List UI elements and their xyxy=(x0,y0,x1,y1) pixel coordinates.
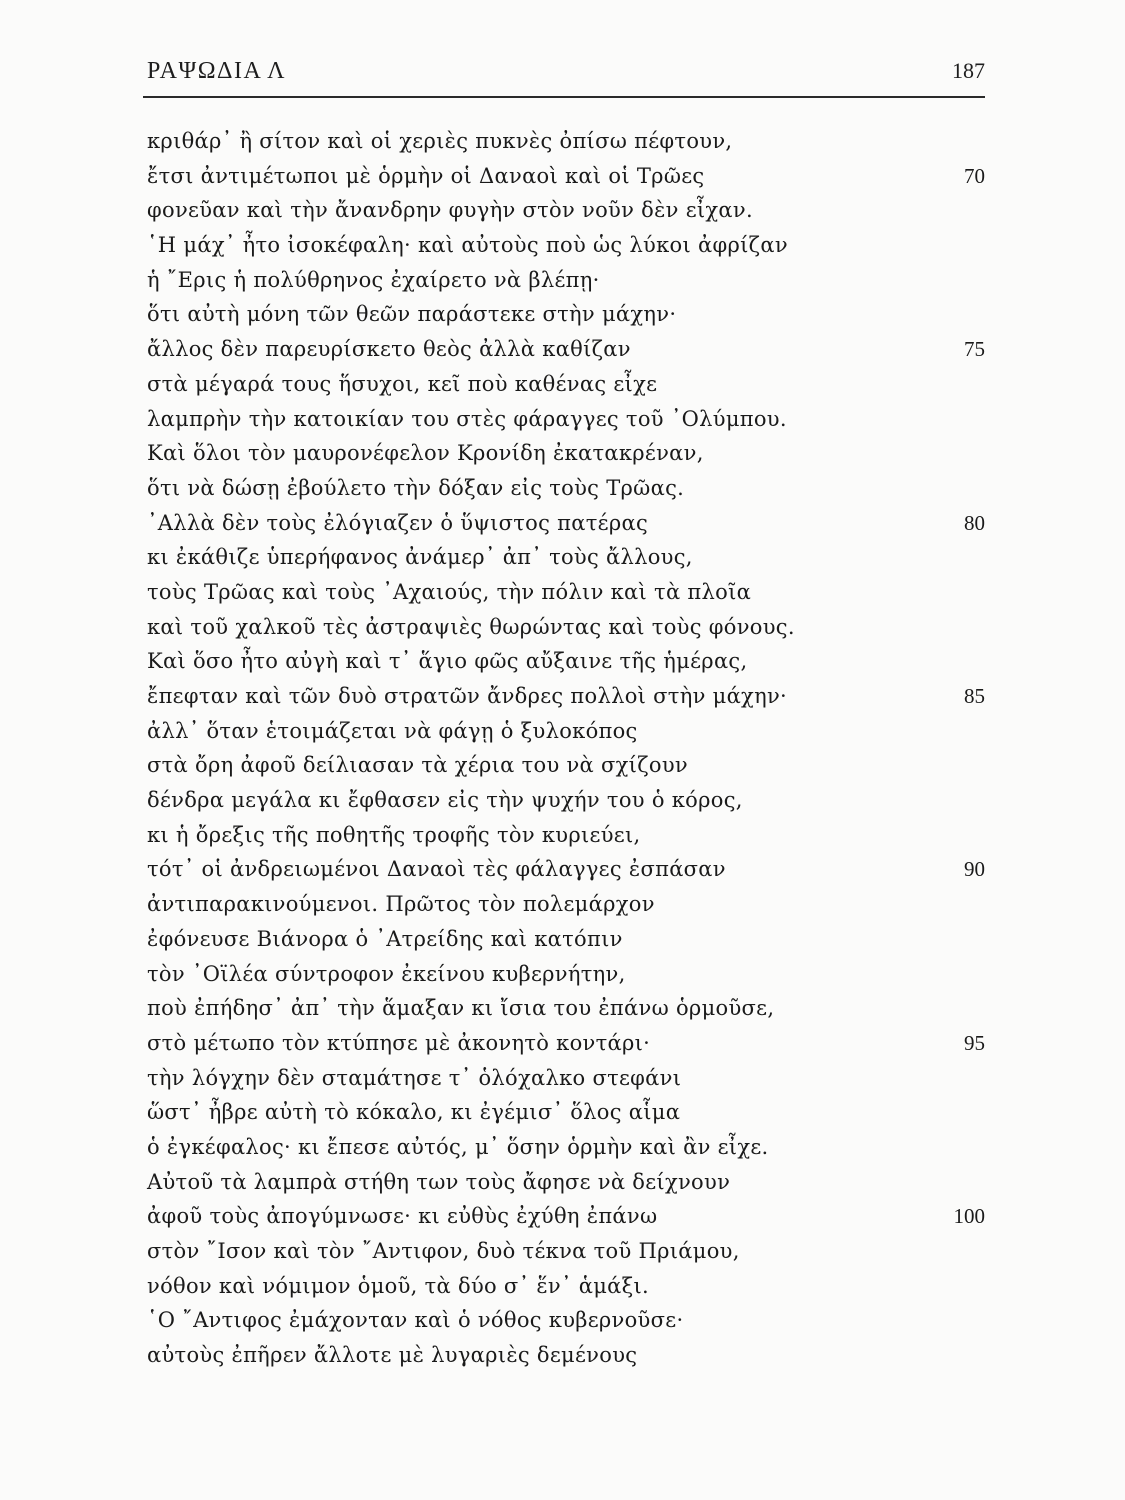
verse-line xyxy=(147,297,985,332)
verse-text: καὶ τοῦ χαλκοῦ τὲς ἀστραψιὲς θωρώντας καὶ τοὺς φόνους. xyxy=(147,614,795,639)
line-number: 85 xyxy=(964,684,985,708)
verse-line xyxy=(147,714,985,749)
line-number: 90 xyxy=(964,857,985,882)
verse-text: ἡ ῎Ερις ἡ πολύθρηνος ἐχαίρετο νὰ βλέπῃ· xyxy=(147,267,600,292)
verse-line xyxy=(147,332,985,367)
running-title: ΡΑΨΩΔΙΑ Λ xyxy=(147,58,287,84)
verse-line xyxy=(147,367,985,402)
verse-line xyxy=(147,263,985,298)
verse-line xyxy=(147,818,985,853)
verse-text: ποὺ ἐπήδησ᾽ ἀπ᾽ τὴν ἅμαξαν κι ἴσια του ἐπάνω ὁρμοῦσε, xyxy=(147,996,775,1021)
verse-text: ὅτι αὐτὴ μόνη τῶν θεῶν παράστεκε στὴν μάχην· xyxy=(147,302,677,327)
header-rule xyxy=(143,96,985,98)
verse-text: ἄλλος δὲν παρευρίσκετο θεὸς ἀλλὰ καθίζαν xyxy=(147,337,631,362)
verse-line xyxy=(147,991,985,1026)
verse-text: ῾Ο ῎Αντιφος ἐμάχονταν καὶ ὁ νόθος κυβερνοῦσε· xyxy=(147,1308,684,1333)
verse-line xyxy=(147,783,985,818)
line-number: 80 xyxy=(964,510,985,535)
verse-line xyxy=(147,1130,985,1165)
verse-text: τοὺς Τρῶας καὶ τοὺς ᾽Αχαιούς, τὴν πόλιν καὶ τὰ πλοῖα xyxy=(147,579,752,604)
verse-text: στὰ ὄρη ἀφοῦ δείλιασαν τὰ χέρια του νὰ σχίζουν xyxy=(147,753,688,778)
verse-line xyxy=(147,228,985,263)
verse-line xyxy=(147,887,985,922)
verse-line xyxy=(147,957,985,992)
verse-line xyxy=(147,159,985,194)
verse-line xyxy=(147,402,985,437)
verse-text: κι ἡ ὄρεξις τῆς ποθητῆς τροφῆς τὸν κυριεύει, xyxy=(147,822,641,847)
verse-text: κριθάρ᾽ ἢ σίτον καὶ οἱ χεριὲς πυκνὲς ὀπίσω πέφτουν, xyxy=(147,129,733,153)
verse-line xyxy=(147,1061,985,1096)
verse-line xyxy=(147,506,985,541)
verse-text: ἀλλ᾽ ὅταν ἑτοιμάζεται νὰ φάγῃ ὁ ξυλοκόπος xyxy=(147,718,638,743)
verse-line xyxy=(147,610,985,645)
verse-text: ὅτι νὰ δώσῃ ἐβούλετο τὴν δόξαν εἰς τοὺς Τρῶας. xyxy=(147,475,685,500)
verse-line xyxy=(147,1165,985,1200)
line-number: 75 xyxy=(964,337,985,362)
verse-line xyxy=(147,644,985,679)
verse-text: στὰ μέγαρά τους ἥσυχοι, κεῖ ποὺ καθένας εἶχε xyxy=(147,371,658,396)
verse-line xyxy=(147,852,985,887)
verse-line xyxy=(147,922,985,957)
verse-text: ἀντιπαρακινούμενοι. Πρῶτος τὸν πολεμάρχον xyxy=(147,892,655,917)
verse-text: τὴν λόγχην δὲν σταμάτησε τ᾽ ὁλόχαλκο στεφάνι xyxy=(147,1065,682,1090)
verse-line xyxy=(147,1234,985,1269)
verse-line xyxy=(147,1199,985,1234)
verse-text: κι ἐκάθιζε ὑπερήφανος ἀνάμερ᾽ ἀπ᾽ τοὺς ἄλλους, xyxy=(147,545,693,570)
verse-line xyxy=(147,124,985,159)
page-header xyxy=(147,58,985,92)
verse-line xyxy=(147,1269,985,1304)
verse-line xyxy=(147,193,985,228)
line-number: 100 xyxy=(953,1204,985,1229)
verse-text: ᾽Αλλὰ δὲν τοὺς ἐλόγιαζεν ὁ ὕψιστος πατέρας xyxy=(147,510,649,535)
verse-text: φονεῦαν καὶ τὴν ἄνανδρην φυγὴν στὸν νοῦν δὲν εἶχαν. xyxy=(147,198,753,223)
verse-line xyxy=(147,540,985,575)
verse-text: ἀφοῦ τοὺς ἀπογύμνωσε· κι εὐθὺς ἐχύθη ἐπάνω xyxy=(147,1204,658,1229)
verse-text: ὥστ᾽ ἦβρε αὐτὴ τὸ κόκαλο, κι ἐγέμισ᾽ ὅλος αἷμα xyxy=(147,1100,681,1125)
verse-text: ῾Η μάχ᾽ ἦτο ἰσοκέφαλη· καὶ αὐτοὺς ποὺ ὡς λύκοι ἀφρίζαν xyxy=(147,233,788,258)
verse-text: τότ᾽ οἱ ἀνδρειωμένοι Δαναοὶ τὲς φάλαγγες ἐσπάσαν xyxy=(147,857,726,882)
verse-text: δένδρα μεγάλα κι ἔφθασεν εἰς τὴν ψυχήν του ὁ κόρος, xyxy=(147,788,743,813)
verse-line xyxy=(147,471,985,506)
line-number: 95 xyxy=(964,1030,985,1055)
verse-text: ὁ ἐγκέφαλος· κι ἔπεσε αὐτός, μ᾽ ὅσην ὁρμὴν καὶ ἂν εἶχε. xyxy=(147,1134,769,1159)
verse-text: Καὶ ὅλοι τὸν μαυρονέφελον Κρονίδη ἐκατακρέναν, xyxy=(147,441,704,466)
verse-line xyxy=(147,679,985,714)
verse-line xyxy=(147,1026,985,1061)
verse-line xyxy=(147,1095,985,1130)
verse-text: Καὶ ὅσο ἦτο αὐγὴ καὶ τ᾽ ἅγιο φῶς αὔξαινε τῆς ἡμέρας, xyxy=(147,649,748,674)
verse-text: τὸν ᾽Οϊλέα σύντροφον ἐκείνου κυβερνήτην, xyxy=(147,961,626,986)
verse-text: νόθον καὶ νόμιμον ὁμοῦ, τὰ δύο σ᾽ ἕν᾽ ἁμάξι. xyxy=(147,1273,650,1298)
verse-line xyxy=(147,748,985,783)
verse-block xyxy=(147,124,985,1373)
verse-text: ἐφόνευσε Βιάνορα ὁ ᾽Ατρείδης καὶ κατόπιν xyxy=(147,926,623,951)
line-number: 70 xyxy=(964,163,985,188)
verse-text: λαμπρὴν τὴν κατοικίαν του στὲς φάραγγες τοῦ ᾽Ολύμπου. xyxy=(147,406,787,431)
verse-text: ἔπεφταν καὶ τῶν δυὸ στρατῶν ἄνδρες πολλοὶ στὴν μάχην· xyxy=(147,684,788,708)
verse-line xyxy=(147,1338,985,1373)
verse-text: Αὐτοῦ τὰ λαμπρὰ στήθη των τοὺς ἄφησε νὰ δείχνουν xyxy=(147,1169,731,1194)
verse-line xyxy=(147,575,985,610)
verse-line xyxy=(147,436,985,471)
verse-text: αὐτοὺς ἐπῆρεν ἄλλοτε μὲ λυγαριὲς δεμένους xyxy=(147,1343,638,1368)
verse-text: ἔτσι ἀντιμέτωποι μὲ ὁρμὴν οἱ Δαναοὶ καὶ οἱ Τρῶες xyxy=(147,163,705,188)
verse-text: στὸ μέτωπο τὸν κτύπησε μὲ ἀκονητὸ κοντάρι· xyxy=(147,1030,651,1055)
page-number: 187 xyxy=(952,58,985,83)
verse-line xyxy=(147,1303,985,1338)
verse-text: στὸν ῎Ισον καὶ τὸν ῎Αντιφον, δυὸ τέκνα τοῦ Πριάμου, xyxy=(147,1239,740,1263)
